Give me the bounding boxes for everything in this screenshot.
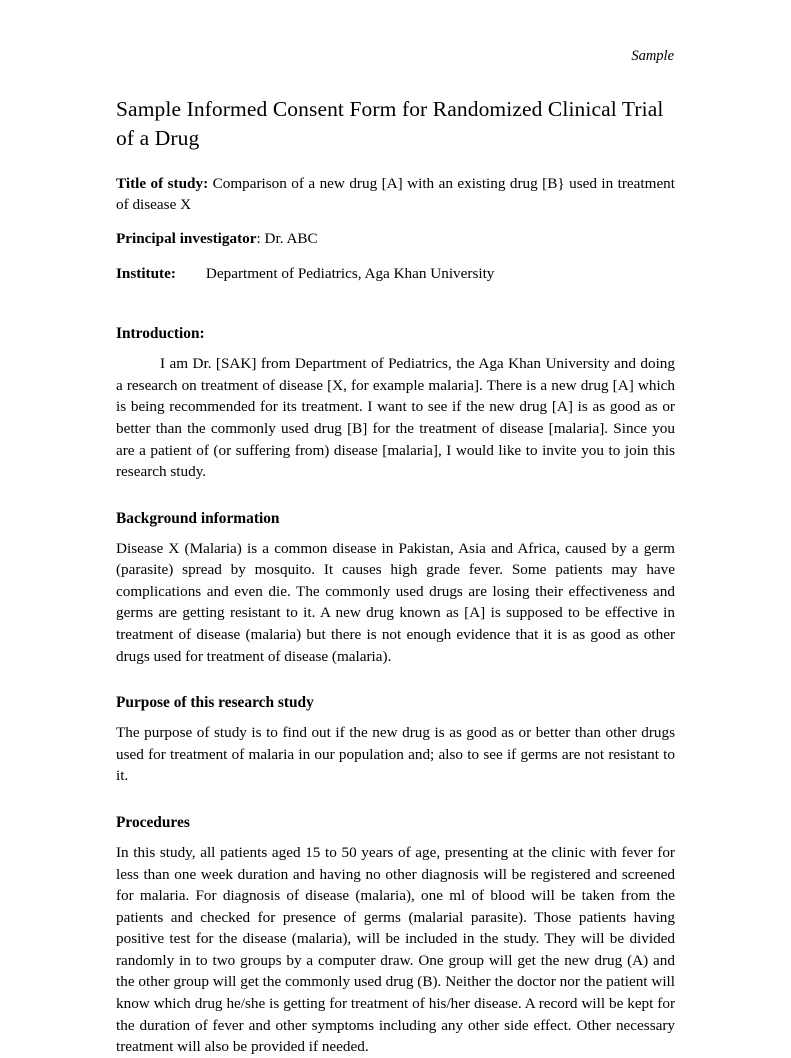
meta-value-title-of-study: Comparison of a new drug [A] with an existing drug [B} used in treatment of disease X: [116, 175, 675, 213]
study-metadata: [116, 174, 675, 284]
section-heading-introduction: Introduction:: [116, 325, 205, 343]
meta-principal-investigator: [116, 229, 675, 250]
page-title: Sample Informed Consent Form for Randomized Clinical Trial of a Drug: [116, 97, 664, 150]
section-body-background-information: Disease X (Malaria) is a common disease in Pakistan, Asia and Africa, caused by a germ (parasite) spread by mosquito. It causes high grade fever. Some patients may have complications and even die. The commonly used drugs are losing their effectiveness and germs are getting resistant to it. A new drug known as [A] is supposed to be effective in treatment of disease (malaria) but there is not enough evidence that it is as good as other drugs used for treatment of disease (malaria).: [116, 539, 675, 665]
section-text-introduction: I am Dr. [SAK] from Department of Pediatrics, the Aga Khan University and doing a research on treatment of disease [X, for example malaria]. There is a new drug [A] which is being recommended for its treatment. I want to see if the new drug [A] is as good as or better than the commonly used drug [B] for the treatment of disease [malaria]. Since you are a patient of (or suffering from) disease [malaria], I would like to invite you to join this research study.: [116, 355, 675, 481]
meta-label-title-of-study: Title of study:: [116, 175, 209, 193]
section-introduction: [116, 324, 675, 482]
page-header-mark: Sample: [631, 48, 674, 64]
meta-label-principal-investigator: Principal investigator: [116, 230, 257, 248]
section-heading-purpose: Purpose of this research study: [116, 694, 314, 712]
meta-value-principal-investigator: : Dr. ABC: [256, 230, 318, 248]
section-heading-procedures: Procedures: [116, 813, 190, 831]
section-body-introduction: [116, 353, 675, 482]
meta-value-institute: Department of Pediatrics, Aga Khan University: [205, 264, 495, 282]
section-body-purpose: The purpose of study is to find out if the new drug is as good as or better than other drugs used for treatment of malaria in our population and; also to see if germs are not resistant to it.: [116, 724, 675, 785]
meta-title-of-study: [116, 174, 675, 215]
meta-label-institute: Institute:: [116, 264, 176, 282]
section-procedures: [116, 813, 675, 1058]
section-body-procedures: In this study, all patients aged 15 to 50 years of age, presenting at the clinic with fever for less than one week duration and having no other diagnosis will be registered and screened for malaria. For diagnosis of disease (malaria), one ml of blood will be taken from the patients and checked for presence of germs (malarial parasite). Those patients having positive test for the disease (malaria), will be included in the study. They will be divided randomly in to two groups by a computer draw. One group will get the new drug (A) and the other group will get the commonly used drug (B). Neither the doctor nor the patient will know which drug he/she is getting for treatment of his/her disease. A record will be kept for the duration of fever and other symptoms including any other side effect. Other necessary treatment will also be provided if needed.: [116, 843, 675, 1056]
meta-institute: [116, 264, 675, 285]
section-purpose: [116, 693, 675, 787]
section-background-information: [116, 509, 675, 667]
section-heading-background-information: Background information: [116, 509, 280, 527]
